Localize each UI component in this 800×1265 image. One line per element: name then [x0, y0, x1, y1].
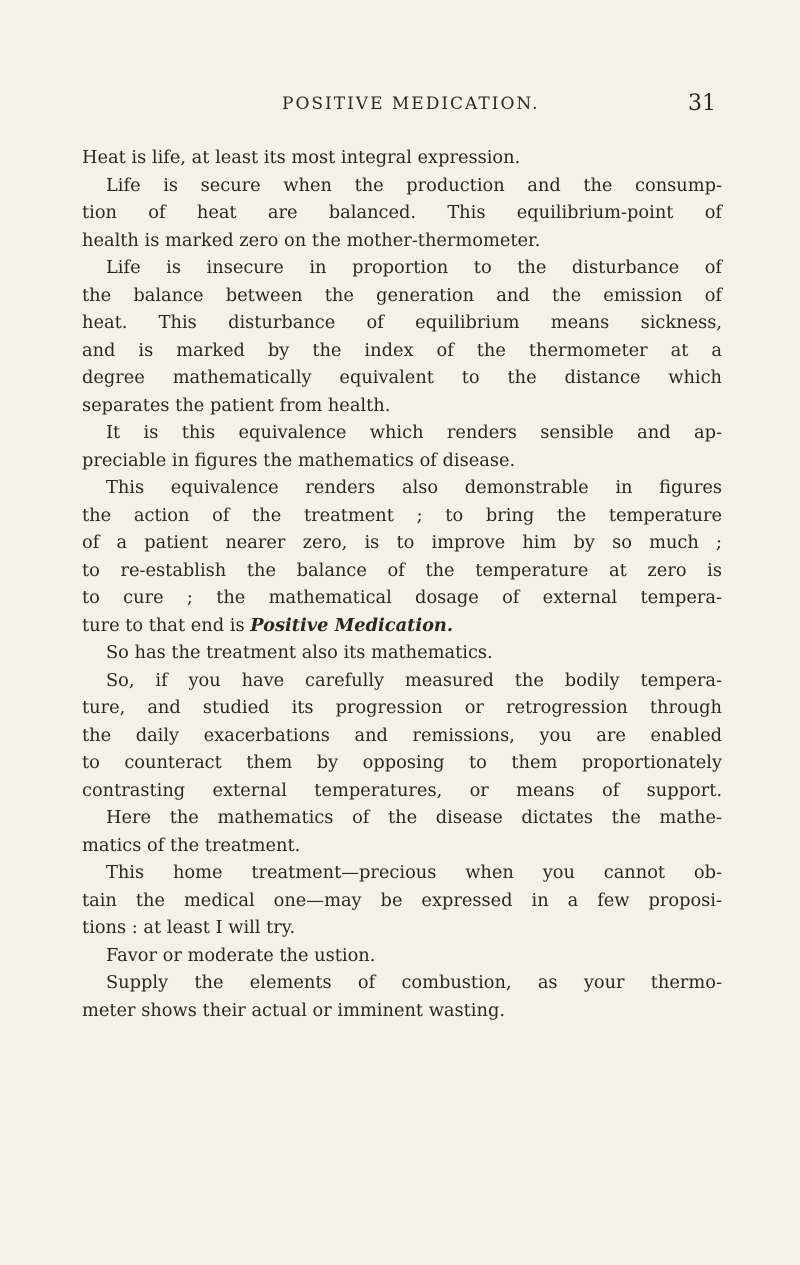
- text-line-8: and is marked by the index of the thermometer at a: [82, 339, 722, 361]
- text-line-1: Heat is life, at least its most integral expression.: [82, 147, 521, 168]
- text-line-26: matics of the treatment.: [82, 834, 301, 856]
- text-line-12: preciable in figures the mathematics of disease.: [82, 449, 516, 471]
- text-line-28: tain the medical one—may be expressed in a few proposi-: [82, 889, 722, 911]
- text-line-18-start: ture to that end is: [82, 614, 245, 636]
- text-line-4: health is marked zero on the mother-thermometer.: [82, 229, 541, 251]
- text-line-24: contrasting external temperatures, or means of support.: [82, 779, 722, 801]
- text-line-23: to counteract them by opposing to them proportionately: [82, 752, 722, 773]
- text-line-31: Supply the elements of combustion, as your thermo-: [106, 972, 722, 993]
- text-line-3: tion of heat are balanced. This equilibrium-point of: [82, 202, 722, 223]
- body-text: [82, 144, 722, 1024]
- text-line-14: the action of the treatment ; to bring the temperature: [82, 504, 722, 526]
- text-line-25: Here the mathematics of the disease dictates the mathe-: [106, 807, 722, 828]
- italic-phrase: Positive Medication.: [250, 614, 454, 636]
- running-title: POSITIVE MEDICATION.: [282, 94, 540, 114]
- text-line-11: It is this equivalence which renders sensible and ap-: [106, 422, 722, 443]
- text-line-15: of a patient nearer zero, is to improve him by so much ;: [82, 532, 722, 553]
- text-line-9: degree mathematically equivalent to the distance which: [82, 367, 722, 388]
- text-line-13: This equivalence renders also demonstrable in figures: [106, 477, 722, 498]
- text-line-2: Life is secure when the production and the consump-: [106, 174, 722, 196]
- text-line-20: So, if you have carefully measured the bodily tempera-: [106, 669, 722, 691]
- text-line-32: meter shows their actual or imminent wasting.: [82, 999, 505, 1021]
- running-head: [0, 92, 800, 122]
- text-line-27: This home treatment—precious when you cannot ob-: [106, 862, 722, 883]
- text-line-17: to cure ; the mathematical dosage of external tempera-: [82, 587, 722, 608]
- text-line-29: tions : at least I will try.: [82, 917, 296, 938]
- text-line-5: Life is insecure in proportion to the disturbance of: [106, 257, 722, 278]
- text-line-30: Favor or moderate the ustion.: [106, 944, 376, 966]
- text-line-22: the daily exacerbations and remissions, you are enabled: [82, 724, 722, 746]
- text-line-18: [82, 612, 722, 640]
- text-line-6: the balance between the generation and the emission of: [82, 284, 722, 306]
- text-line-16: to re-establish the balance of the temperature at zero is: [82, 559, 722, 581]
- text-line-19: So has the treatment also its mathematics.: [106, 642, 493, 663]
- text-line-7: heat. This disturbance of equilibrium means sickness,: [82, 312, 722, 333]
- page-number: 31: [688, 91, 716, 116]
- text-line-10: separates the patient from health.: [82, 394, 391, 416]
- text-line-21: ture, and studied its progression or retrogression through: [82, 697, 722, 718]
